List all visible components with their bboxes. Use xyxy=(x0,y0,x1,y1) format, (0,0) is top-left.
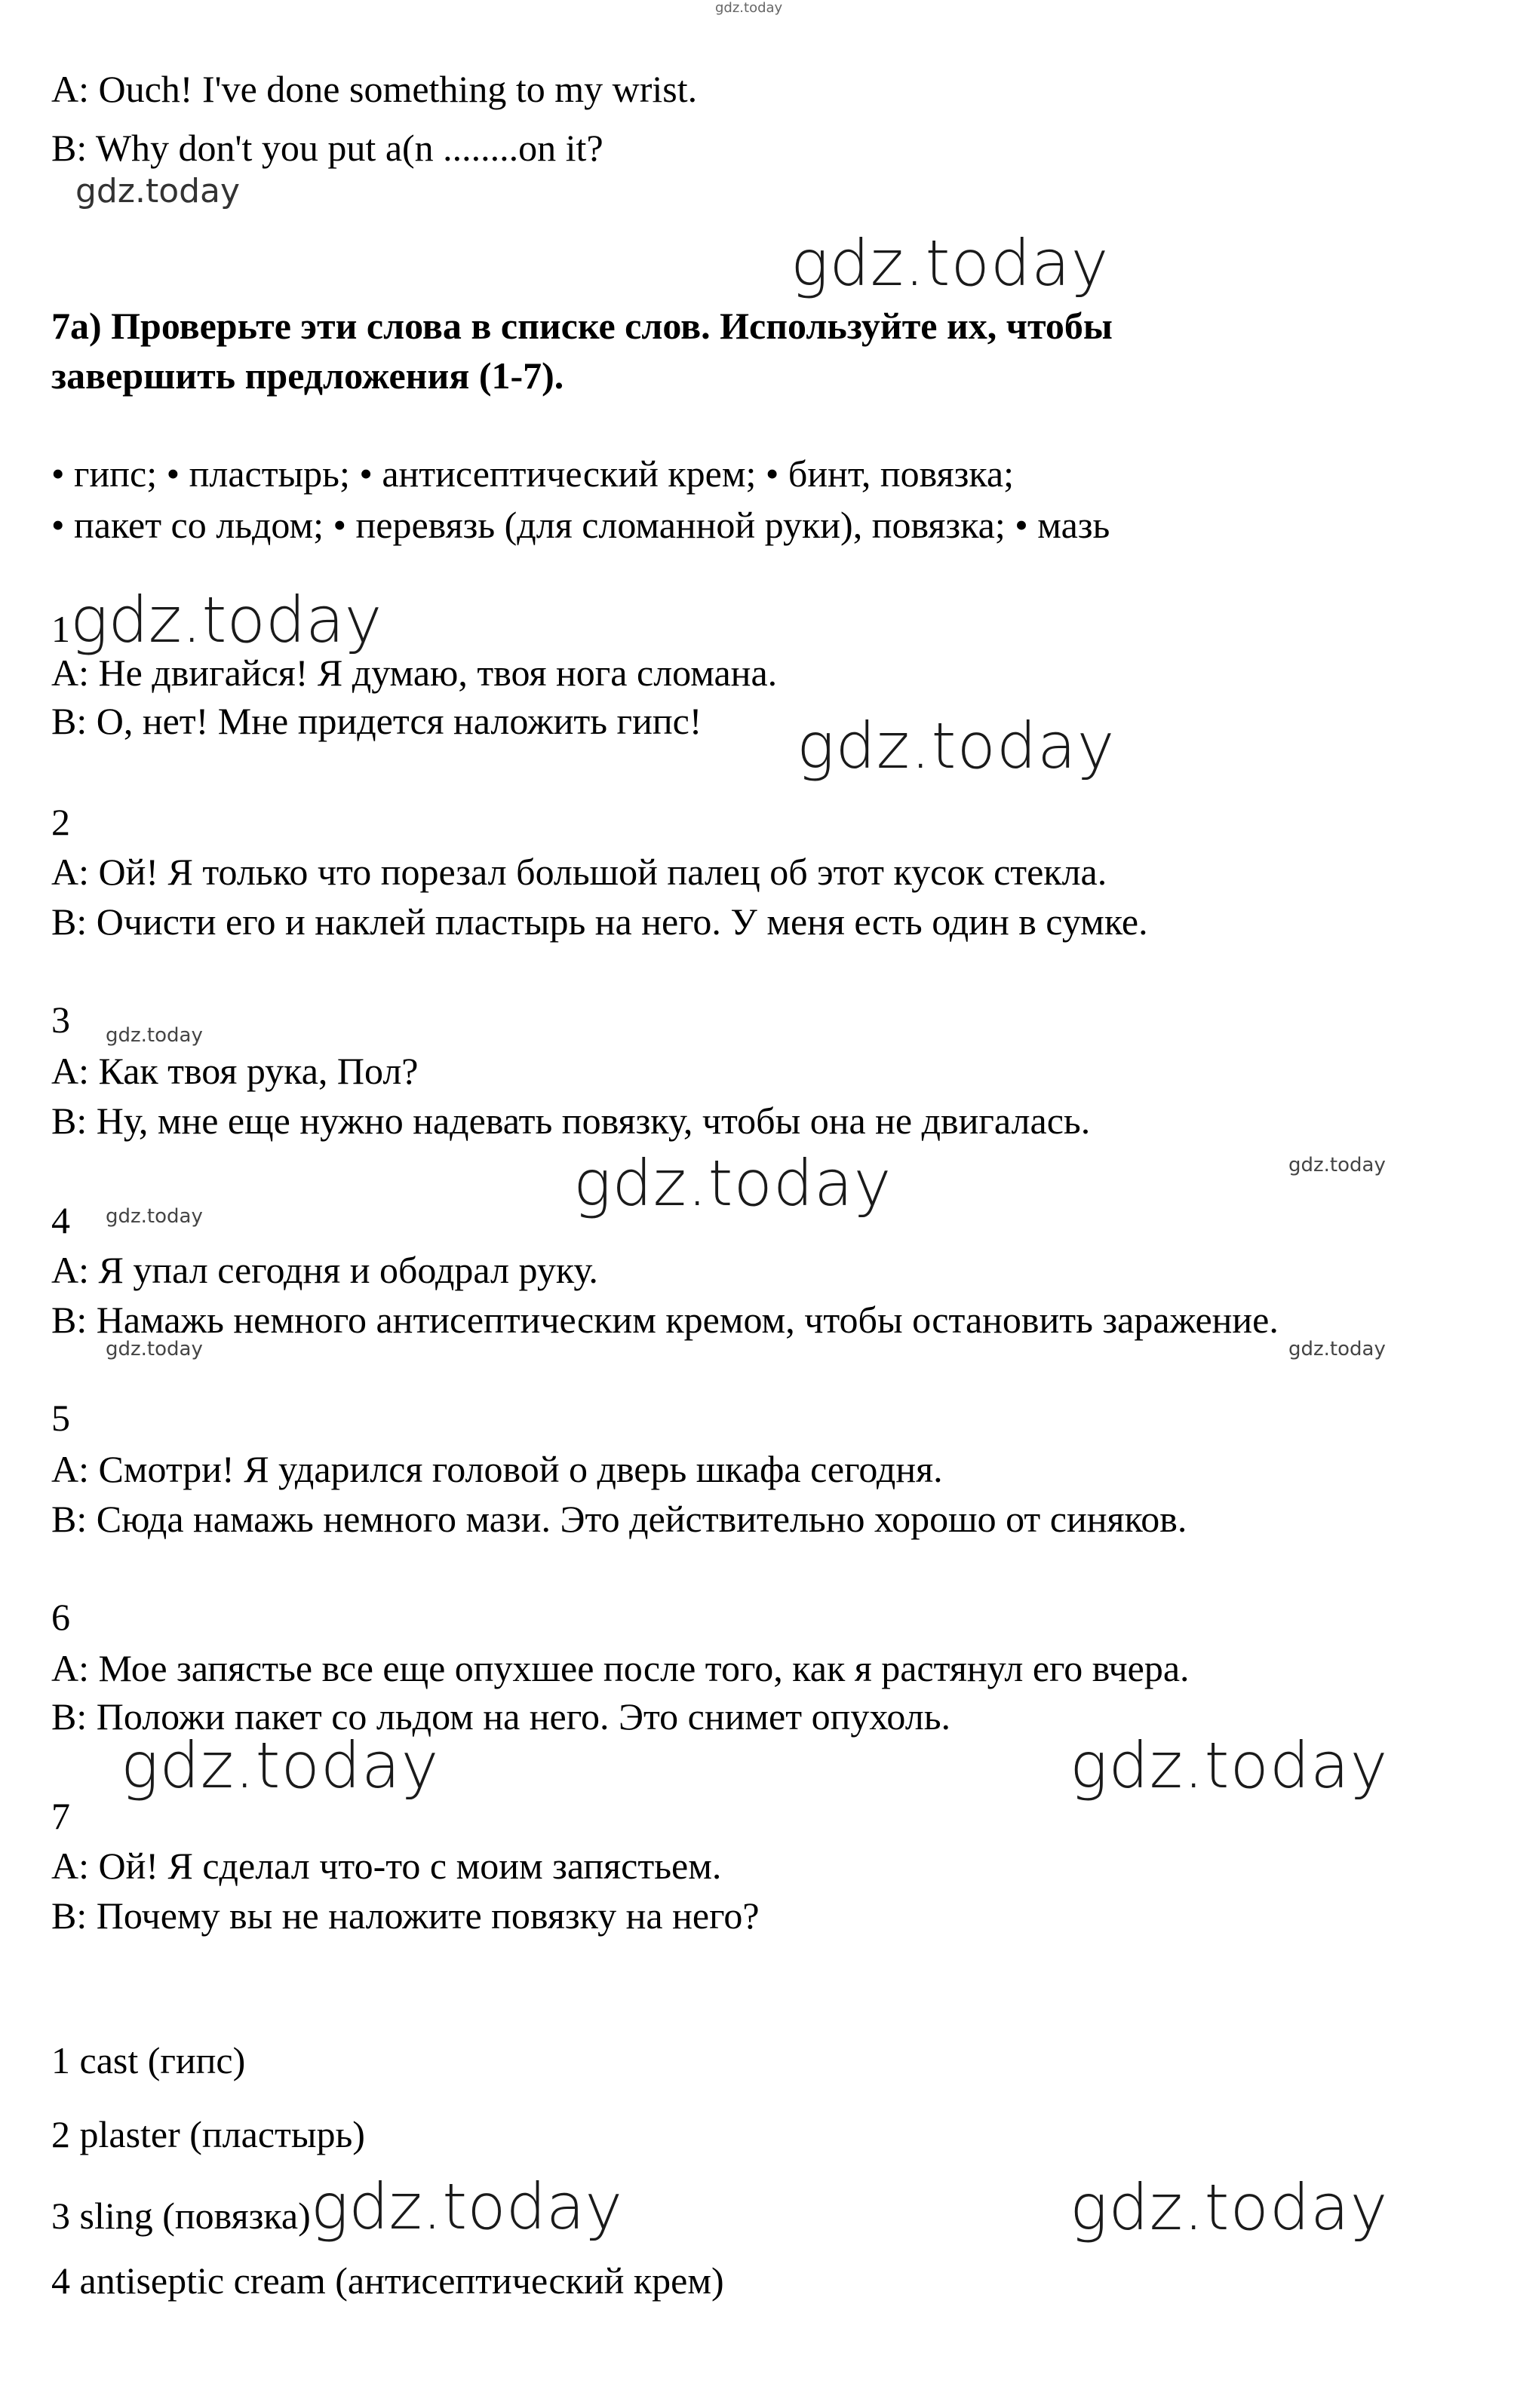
dialogue-line-b: B: Очисти его и наклей пластырь на него. У меня есть один в сумке. xyxy=(51,900,1148,943)
dialogue-number: 5 xyxy=(51,1397,70,1439)
dialogue-line-b: B: Почему вы не наложите повязку на него? xyxy=(51,1894,760,1937)
dialogue-number: 4 xyxy=(51,1199,70,1241)
dialogue-line-a: A: Ой! Я только что порезал большой палец об этот кусок стекла. xyxy=(51,851,1107,893)
answer-item: 3 sling (повязка)gdz.today xyxy=(51,2170,623,2244)
dialogue-line-a: A: Как твоя рука, Пол? xyxy=(51,1050,419,1092)
answer-item: 1 cast (гипс) xyxy=(51,2039,246,2081)
dialogue-line-a: A: Мое запястье все еще опухшее после того, как я растянул его вчера. xyxy=(51,1647,1190,1689)
watermark: gdz.today xyxy=(106,1205,203,1228)
watermark: gdz.today xyxy=(310,2170,623,2244)
intro-line-b: B: Why don't you put a(n ........on it? xyxy=(51,127,603,169)
answer-item: 2 plaster (пластырь) xyxy=(51,2113,365,2155)
word-list-line1: • гипс; • пластырь; • антисептический крем; • бинт, повязка; xyxy=(51,452,1015,495)
dialogue-line-a: A: Ой! Я сделал что-то с моим запястьем. xyxy=(51,1845,722,1887)
dialogue-number: 2 xyxy=(51,801,70,843)
dialogue-line-b: B: О, нет! Мне придется наложить гипс! xyxy=(51,700,702,742)
watermark: gdz.today xyxy=(573,1146,892,1220)
watermark: gdz.today xyxy=(121,1729,440,1802)
watermark: gdz.today xyxy=(1070,1729,1389,1802)
watermark: gdz.today xyxy=(106,1338,203,1360)
dialogue-line-a: A: Не двигайся! Я думаю, твоя нога сломана. xyxy=(51,652,778,694)
watermark: gdz.today xyxy=(1070,2170,1389,2244)
dialogue-line-b: B: Намажь немного антисептическим кремом, чтобы остановить заражение. xyxy=(51,1299,1279,1341)
watermark: gdz.today xyxy=(791,226,1110,300)
watermark: gdz.today xyxy=(70,583,382,657)
dialogue-number: 7 xyxy=(51,1795,70,1837)
watermark: gdz.today xyxy=(106,1024,203,1047)
dialogue-line-b: B: Сюда намажь немного мази. Это действительно хорошо от синяков. xyxy=(51,1498,1187,1540)
word-list-line2: • пакет со льдом; • перевязь (для сломанной руки), повязка; • мазь xyxy=(51,504,1110,546)
answer-item: 4 antiseptic cream (антисептический крем) xyxy=(51,2259,724,2302)
dialogue-number: 6 xyxy=(51,1596,70,1638)
watermark: gdz.today xyxy=(797,709,1116,783)
dialogue-line-a: A: Смотри! Я ударился головой о дверь шкафа сегодня. xyxy=(51,1448,943,1490)
watermark-top: gdz.today xyxy=(715,0,783,16)
task-title-line2: завершить предложения (1-7). xyxy=(51,354,564,397)
watermark: gdz.today xyxy=(1288,1154,1386,1176)
intro-line-a: A: Ouch! I've done something to my wrist. xyxy=(51,68,698,110)
dialogue-number: 3 xyxy=(51,998,70,1041)
watermark: gdz.today xyxy=(75,172,241,210)
dialogue-number: 1gdz.today xyxy=(51,583,382,657)
dialogue-line-b: B: Ну, мне еще нужно надевать повязку, чтобы она не двигалась. xyxy=(51,1100,1091,1142)
dialogue-line-a: A: Я упал сегодня и ободрал руку. xyxy=(51,1249,598,1291)
dialogue-line-b: B: Положи пакет со льдом на него. Это снимет опухоль. xyxy=(51,1695,951,1738)
watermark: gdz.today xyxy=(1288,1338,1386,1360)
task-title-line1: 7a) Проверьте эти слова в списке слов. Используйте их, чтобы xyxy=(51,305,1113,347)
